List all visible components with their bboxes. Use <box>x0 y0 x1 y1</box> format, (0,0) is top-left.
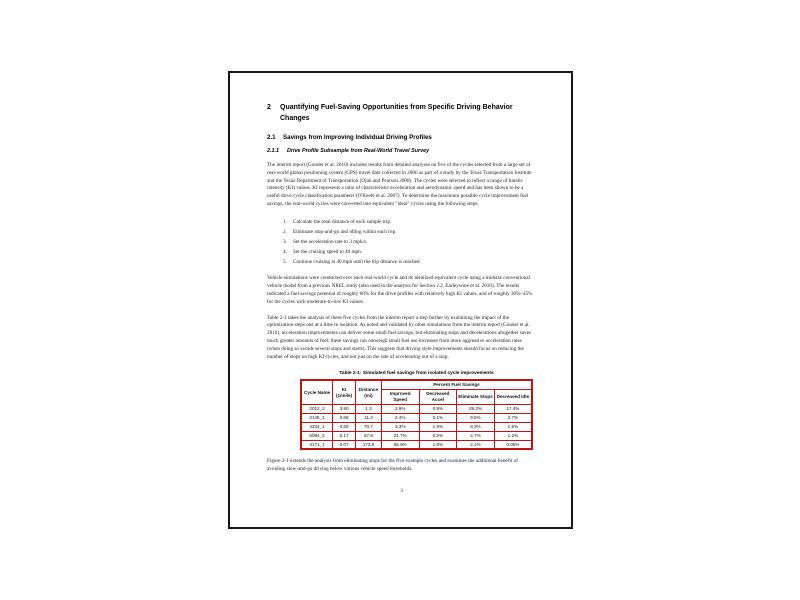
cell-cycle-name: 5094_2 <box>301 431 333 440</box>
cell-improved-speed: 2.4% <box>381 413 419 422</box>
cell-decreased-accel: 0.5% <box>419 431 457 440</box>
cell-distance: 1.3 <box>356 404 382 413</box>
list-item-text: Eliminate stop-and-go and idling within each trip. <box>293 228 397 235</box>
cell-decreased-idle: 1.5% <box>494 422 532 431</box>
list-item <box>283 237 536 247</box>
cell-distance: 70.7 <box>356 422 382 431</box>
cell-improved-speed: 56.9% <box>381 440 419 449</box>
subsection-heading <box>267 134 536 141</box>
table-row <box>301 422 532 431</box>
list-item-number: 5. <box>283 259 287 266</box>
list-item <box>283 227 536 237</box>
cell-decreased-idle: 2.7% <box>494 413 532 422</box>
col-header-improved-speed: Improved Speed <box>381 390 419 404</box>
cell-distance: 173.9 <box>356 440 382 449</box>
table-header-row <box>301 380 532 389</box>
subsubsection-heading <box>267 148 536 154</box>
section-number: 2 <box>267 104 271 111</box>
cell-improved-speed: 3.3% <box>381 422 419 431</box>
cell-ki: 0.59 <box>333 422 356 431</box>
cell-eliminate-stops: 29.2% <box>457 404 495 413</box>
cell-eliminate-stops: 8.3% <box>457 422 495 431</box>
paragraph-table-discussion: Table 2-1 takes the analysis of these five cycles from the interim report a step further by examining the impact of the optimization steps one at a time in isolation. As noted and validated by other simulations from the interim report (Gonder et al. 2010), acceleration improvements can deliver some small fuel savings, but eliminating stops and decelerations altogether saves much greater amounts of fuel; these savings can outweigh small fuel use increases from more aggressive acceleration rates (when doing so avoids several stops and starts). This suggests that driving style improvements should focus on reducing the number of stops on high KI cycles, and not just on the rate of accelerating out of a stop. <box>267 314 532 360</box>
paragraph-simulation-results: Vehicle simulations were conducted over each real-world cycle and its idealized equivalent cycle using a midsize conventional vehicle model from a previous NREL study (also used in the analysis for Section 2.2, Earleywine et al. 2010). The results indicated a fuel savings potential of roughly 60% for the drive profiles with relatively high KI values, and of roughly 30%–45% for the cycles with moderate-to-low KI values. <box>267 275 533 305</box>
table-block <box>300 371 533 450</box>
subsection-number: 2.1 <box>267 134 276 141</box>
list-item-text: Continue cruising at 40 mph until the trip distance is reached. <box>293 259 421 266</box>
list-item-number: 1. <box>283 218 287 225</box>
col-header-ki: KI (1/mile) <box>333 380 356 404</box>
cell-cycle-name: 4171_1 <box>301 440 333 449</box>
cell-improved-speed: 21.7% <box>381 431 419 440</box>
cell-ki: 0.68 <box>333 413 356 422</box>
col-header-cycle-name: Cycle Name <box>301 380 333 404</box>
subsubsection-title: Drive Profile Subsample from Real-World Travel Survey <box>287 148 430 154</box>
cell-decreased-accel: 0.9% <box>419 404 457 413</box>
cell-improved-speed: 2.9% <box>381 404 419 413</box>
cell-ki: 0.17 <box>333 431 356 440</box>
subsection-title: Savings from Improving Individual Driving Profiles <box>283 134 432 141</box>
paragraph-figure-reference: Figure 2-1 extends the analysis from eliminating stops for the five example cycles and examines the additional benefit of avoiding slow-and-go driving below various vehicle speed thresholds. <box>267 458 518 473</box>
list-item-number: 2. <box>283 228 287 235</box>
table-caption: Table 2-1: Simulated fuel savings from isolated cycle improvements <box>339 371 494 377</box>
cell-decreased-idle: 0.05% <box>494 440 532 449</box>
section-heading <box>267 103 536 124</box>
table-row <box>301 413 532 422</box>
cell-eliminate-stops: 2.1% <box>457 440 495 449</box>
cell-decreased-idle: 17.4% <box>494 404 532 413</box>
cell-cycle-name: 2145_1 <box>301 413 333 422</box>
list-item-text: Calculate the total distance of each sample trip. <box>293 218 392 225</box>
col-header-distance: Distance (mi) <box>356 380 382 404</box>
cell-ki: 0.07 <box>333 440 356 449</box>
cell-decreased-accel: 0.1% <box>419 413 457 422</box>
col-header-decreased-accel: Decreased Accel <box>419 390 457 404</box>
cell-decreased-accel: 1.8% <box>419 440 457 449</box>
page-number: 3 <box>400 487 403 494</box>
cell-cycle-name: 2012_2 <box>301 404 333 413</box>
table-row <box>301 431 532 440</box>
document-page <box>228 71 573 529</box>
list-item-number: 4. <box>283 249 287 256</box>
subsubsection-number: 2.1.1 <box>267 148 279 154</box>
list-item-text: Set the cruising speed to 40 mph. <box>293 249 363 256</box>
table-row <box>301 440 532 449</box>
cell-eliminate-stops: 9.5% <box>457 413 495 422</box>
list-item-number: 3. <box>283 239 287 246</box>
section-title: Quantifying Fuel-Saving Opportunities from Specific Driving Behavior Changes <box>280 104 513 122</box>
list-item <box>283 257 536 267</box>
list-item-text: Set the acceleration rate to 3 mph/s. <box>293 239 368 246</box>
ideal-cycle-steps-list <box>267 217 536 268</box>
paragraph-intro: The interim report (Gonder et al. 2010) includes results from detailed analyses on five of the cycles selected from a large set of real-world global positioning system (GPS) travel data collected in 2006 as part of a study by the Texas Transportation Institute and the Texas Department of Transportation (Ojah and Pearson 2008). The cycles were selected to reflect a range of kinetic intensity (KI) values. KI represents a ratio of characteristic acceleration and aerodynamic speed and has been shown to be a useful drive cycle classification parameter (O'Keefe et al. 2007). To determine the maximum possible cycle improvement fuel savings, the real-world cycles were converted into equivalent "ideal" cycles using the following steps: <box>267 162 532 207</box>
list-item <box>283 247 536 257</box>
cell-eliminate-stops: 2.7% <box>457 431 495 440</box>
cell-ki: 3.90 <box>333 404 356 413</box>
col-header-group-percent-fuel-savings: Percent Fuel Savings <box>381 380 532 389</box>
page-content <box>230 73 571 494</box>
cell-distance: 57.8 <box>356 431 382 440</box>
cell-decreased-accel: 1.9% <box>419 422 457 431</box>
col-header-eliminate-stops: Eliminate Stops <box>457 390 495 404</box>
cell-decreased-idle: 1.2% <box>494 431 532 440</box>
list-item <box>283 217 536 227</box>
table-row <box>301 404 532 413</box>
fuel-savings-table <box>300 379 533 450</box>
cell-distance: 11.2 <box>356 413 382 422</box>
cell-cycle-name: 4234_1 <box>301 422 333 431</box>
col-header-decreased-idle: Decreased Idle <box>494 390 532 404</box>
